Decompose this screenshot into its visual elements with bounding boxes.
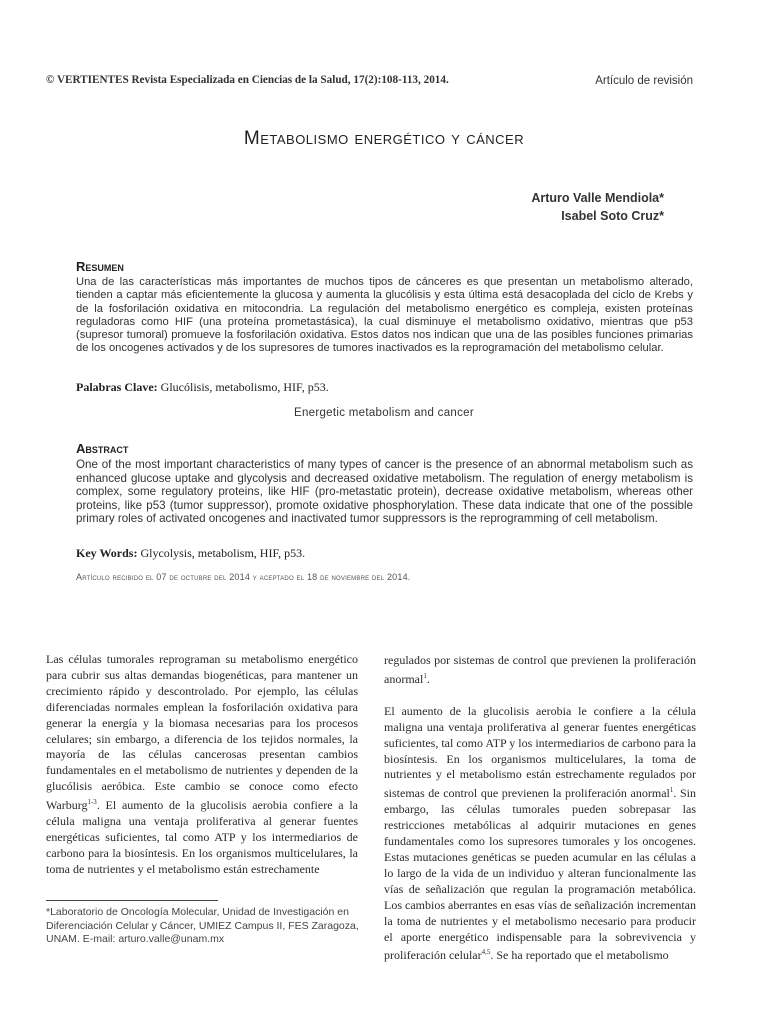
footnote-divider	[46, 900, 218, 901]
resumen-text: Una de las características más importantes de muchos tipos de cánceres es que presentan un metabolismo alterado, tienden a captar más eficientemente la glucosa y aumenta la glucólisis y esta última está desacoplada del ciclo de Krebs y de la fosforilación oxidativa en mitocondria. La regulación del metabolismo energético es compleja, existen proteínas reguladoras como HIF (una proteína prometastásica), la cual disminuye el metabolismo oxidativo, mientras que p53 (supresor tumoral) promueve la fosforilación oxidativa. Estos datos nos indican que una de las posibles funciones primarias de los oncogenes activados y de los supresores de tumores inactivados es la reprogramación del metabolismo celular.	[76, 276, 693, 355]
resumen-heading: Resumen	[76, 259, 124, 274]
body-paragraph: regulados por sistemas de control que previenen la proliferación anormal$^1$.	[384, 653, 696, 686]
abstract-keywords-label: Key Words:	[76, 546, 138, 560]
resumen-keywords-value: Glucólisis, metabolismo, HIF, p53.	[160, 380, 329, 394]
author-2: Isabel Soto Cruz*	[561, 209, 664, 223]
abstract-text: One of the most important characteristics of many types of cancer is the presence of an abnormal metabolism such as enhanced glucose uptake and glycolysis and decreased oxidative metabolism. The regulation of energy metabolism is complex, some regulatory proteins, like HIF (pro-metastatic protein), decrease oxidative metabolism, whereas other proteins, like p53 (tumor suppressor), promote oxidative phosphorylation. These data indicate that one of the possible primary roles of activated oncogenes and inactivated tumor suppressors is the reprogramming of cell metabolism.	[76, 458, 693, 526]
author-list	[531, 189, 664, 225]
resumen-keywords	[76, 380, 693, 395]
body-paragraph: Las células tumorales reprograman su metabolismo energético para cubrir sus altas demandas biogenéticas, para mantener un crecimiento rápido y descontrolado. Por ejemplo, las células diferenciadas normales emplean la fosforilación oxidativa para generar la energía y la biomasa necesarias para los procesos celulares; sin embargo, a diferencia de los tejidos normales, la mayoría de las células cancerosas presentan cambios fundamentales en el metabolismo de nutrientes y dependen de la glucólisis aeróbica. Este cambio se conoce como efecto Warburg$^{1-3}$. El aumento de la glucolisis aerobia confiere a la célula maligna una ventaja proliferativa al generar fuentes energéticas suficientes, tal como ATP y los intermediarios de carbono para la biosíntesis. En los organismos multicelulares, la toma de nutrientes y el metabolismo están estrechamente	[46, 652, 358, 876]
journal-citation: © VERTIENTES Revista Especializada en Ciencias de la Salud, 17(2):108-113, 2014.	[46, 74, 449, 86]
abstract-heading: Abstract	[76, 441, 129, 456]
abstract-keywords-value: Glycolysis, metabolism, HIF, p53.	[140, 546, 306, 560]
body-column-left	[46, 652, 358, 894]
english-title: Energetic metabolism and cancer	[294, 407, 474, 419]
received-date: Artículo recibido el 07 de octubre del 2014 y aceptado el 18 de noviembre del 2014.	[76, 572, 411, 582]
abstract-keywords	[76, 546, 693, 561]
body-paragraph: El aumento de la glucolisis aerobia le confiere a la célula maligna una ventaja proliferativa al generar fuentes energéticas suficientes, tal como ATP y los intermediarios de carbono para la biosíntesis. En los organismos multicelulares, la toma de nutrientes y el metabolismo están estrechamente regulados por sistemas de control que previenen la proliferación anormal$^1$. Sin embargo, las células tumorales pueden sobrepasar las restricciones metabólicas al adquirir mutaciones en genes fundamentales como los supresores tumorales y los oncogenes. Estas mutaciones genéticas se pueden acumular en las células a lo largo de la vida de un individuo y alteran funcionalmente las vías de señalización que regulan la programación metabólica. Los cambios aberrantes en esas vías de señalización incrementan la toma de nutrientes y el metabolismo necesario para producir el aporte energético indispensable para la sobrevivencia y proliferación celular$^{4,5}$. Se ha reportado que el metabolismo	[384, 703, 696, 963]
author-1: Arturo Valle Mendiola*	[531, 191, 664, 205]
article-type: Artículo de revisión	[595, 75, 693, 87]
resumen-keywords-label: Palabras Clave:	[76, 380, 158, 394]
page-title: Metabolismo energético y cáncer	[243, 128, 525, 149]
footnote: *Laboratorio de Oncología Molecular, Unidad de Investigación en Diferenciación Celular y Cáncer, UMIEZ Campus II, FES Zaragoza, UNAM. E-mail: arturo.valle@unam.mx	[46, 906, 359, 945]
body-column-right	[384, 653, 696, 980]
